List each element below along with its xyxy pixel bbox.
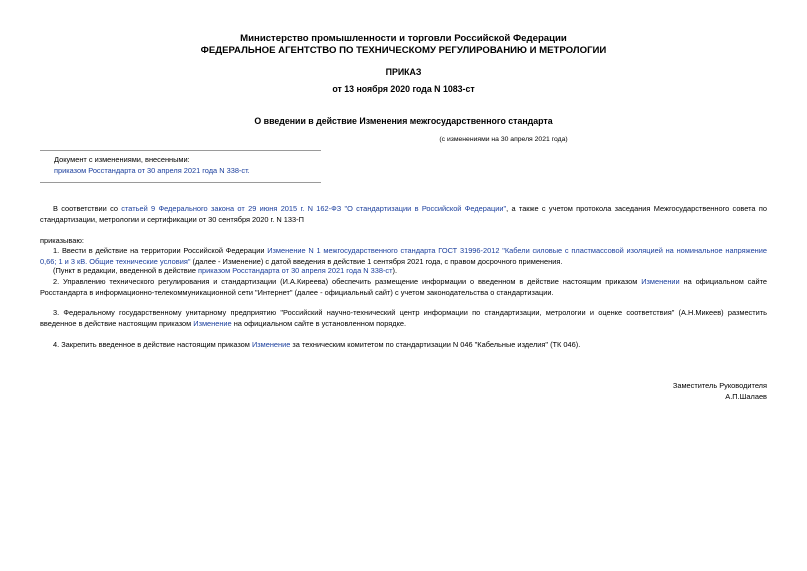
item-4: 4. Закрепить введенное в действие настоящим приказом Изменение за техническим комитетом по стандартизации N 046 "Кабельные изделия" (ТК 046). [53, 340, 581, 349]
doc-date: от 13 ноября 2020 года N 1083-ст [332, 84, 475, 94]
item-1-note: (Пункт в редакции, введенной в действие приказом Росстандарта от 30 апреля 2021 года N 338-ст). [53, 266, 398, 275]
preamble-paragraph: В соответствии со статьей 9 Федерального закона от 29 июня 2015 г. N 162-ФЗ "О стандартизации в Российской Федерации", а также с учетом протокола заседания Межгосударственного совета по стандартизации, метрологии и сертификации от 30 сентября 2020 г. N 133-П [40, 204, 767, 224]
item-1: 1. Ввести в действие на территории Российской Федерации Изменение N 1 межгосударственного стандарта ГОСТ 31996-2012 "Кабели силовые с пластмассовой изоляцией на номинальное напряжение 0,66; 1 и 3 кВ. Общие технические условия" (далее - Изменение) с датой введения в действие 1 сентября 2021 года, с правом досрочного применения. [40, 246, 767, 266]
federal-law-link[interactable]: статьей 9 Федерального закона от 29 июня 2015 г. N 162-ФЗ "О стандартизации в Российской Федерации" [121, 204, 507, 213]
ministry-heading: Министерство промышленности и торговли Российской Федерации [240, 33, 567, 44]
rosstandart-order-link[interactable]: приказом Росстандарта от 30 апреля 2021 года N 338-ст [198, 266, 393, 275]
doc-title: О введении в действие Изменения межгосударственного стандарта [254, 116, 553, 126]
change-link-item-3[interactable]: Изменение [193, 318, 232, 328]
changes-box [54, 155, 324, 176]
doc-type: ПРИКАЗ [385, 67, 422, 77]
change-link-item-4[interactable]: Изменение [251, 340, 291, 349]
change-link-item-2[interactable]: Изменении [641, 277, 680, 286]
changes-bottom-rule [40, 182, 321, 183]
changes-link[interactable]: приказом Росстандарта от 30 апреля 2021 года N 338-ст. [54, 165, 250, 175]
signature-block [673, 381, 767, 402]
signatory-name: А.П.Шалаев [725, 391, 767, 401]
changes-label: Документ с изменениями, внесенными: [54, 155, 190, 164]
amendment-note: (с изменениями на 30 апреля 2021 года) [439, 136, 568, 143]
signatory-position: Заместитель Руководителя [672, 381, 767, 390]
item-3: 3. Федеральному государственному унитарному предприятию "Российский научно-технический центр информации по стандартизации, метрологии и оценке соответствия" (А.Н.Микеев) разместить введенное в действие настоящим приказом Изменение на официальном сайте в установленном порядке. [40, 308, 767, 328]
order-word: приказываю: [40, 236, 84, 245]
gost-change-link[interactable]: Изменение N 1 межгосударственного стандарта ГОСТ 31996-2012 "Кабели силовые с пластмассовой изоляцией на номинальное напряжение 0,66; 1 и 3 кВ. Общие технические условия" [40, 246, 767, 266]
item-2: 2. Управлению технического регулирования и стандартизации (И.А.Киреева) обеспечить размещение информации о введенном в действие настоящим приказом Изменении на официальном сайте Росстандарта в информационно-телекоммуникационной сети "Интернет" (далее - официальный сайт) с учетом законодательства о стандартизации. [40, 277, 767, 297]
changes-top-rule [40, 150, 321, 151]
agency-heading: ФЕДЕРАЛЬНОЕ АГЕНТСТВО ПО ТЕХНИЧЕСКОМУ РЕГУЛИРОВАНИЮ И МЕТРОЛОГИИ [200, 45, 607, 56]
